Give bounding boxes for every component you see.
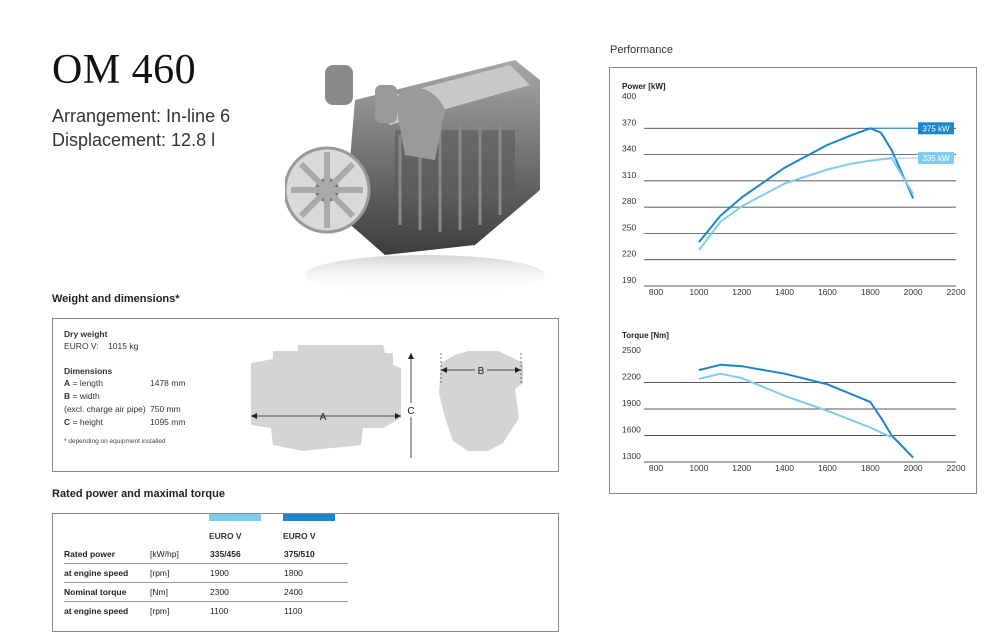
x-tick-label: 1200 [732, 463, 752, 473]
x-tick-label: 1400 [775, 287, 795, 297]
engine-photo [285, 40, 585, 310]
y-tick-label: 370 [622, 117, 637, 128]
displacement-text: Displacement: 12.8 l [52, 130, 216, 150]
row-value-1: 1100 [210, 606, 229, 616]
y-tick-label: 2500 [622, 345, 641, 355]
y-tick-label: 250 [622, 222, 637, 233]
engine-dimension-drawing [243, 333, 543, 458]
y-tick-label: 1300 [622, 451, 641, 461]
dimension-key: B [64, 391, 71, 401]
table-row [64, 564, 348, 583]
y-tick-label: 310 [622, 169, 637, 180]
table-row [64, 583, 348, 602]
euro5-375-color-bar [283, 514, 335, 521]
dimension-value: 750 mm [150, 404, 181, 414]
row-unit: [rpm] [150, 606, 170, 616]
row-value-1: 2300 [210, 583, 284, 602]
dimension-desc: = height [70, 417, 103, 427]
x-tick-label: 2200 [946, 287, 966, 297]
performance-heading: Performance [610, 44, 673, 56]
weight-dimensions-box [52, 318, 559, 472]
series-line [699, 158, 913, 250]
y-tick-label: 190 [622, 275, 637, 285]
dimension-value: 1478 mm [150, 378, 186, 388]
series-label: 375 kW [922, 124, 950, 134]
chart-title: Power [kW] [622, 82, 666, 91]
dimension-row [64, 377, 224, 390]
rated-power-box [52, 513, 559, 632]
table-row [64, 545, 348, 564]
dimension-row [64, 403, 224, 416]
row-unit: [Nm] [150, 583, 210, 602]
dimension-letter-b: B [477, 366, 485, 377]
x-tick-label: 1600 [817, 287, 837, 297]
y-tick-label: 280 [622, 196, 637, 207]
dimension-desc: = width [70, 391, 100, 401]
x-tick-label: 2000 [903, 463, 923, 473]
dimension-desc: (excl. charge air pipe) [64, 404, 146, 414]
x-tick-label: 2000 [903, 287, 923, 297]
col-header-euro5: EURO V [283, 531, 316, 541]
dimension-letter-a: A [319, 412, 327, 423]
x-tick-label: 1200 [732, 287, 752, 297]
series-line [699, 128, 913, 242]
arrangement-text: Arrangement: In-line 6 [52, 106, 231, 126]
y-tick-label: 2200 [622, 371, 641, 382]
row-value-2: 1100 [284, 606, 303, 616]
series-line [699, 374, 892, 438]
row-unit: [kW/hp] [150, 545, 210, 564]
performance-charts [610, 68, 976, 493]
y-tick-label: 1900 [622, 398, 641, 408]
table-row [64, 602, 348, 621]
x-tick-label: 1800 [860, 463, 880, 473]
performance-box [609, 67, 977, 494]
row-value-2: 2400 [284, 583, 348, 602]
x-tick-label: 1800 [860, 287, 880, 297]
row-value-1: 335/456 [210, 545, 284, 564]
x-tick-label: 1000 [689, 287, 709, 297]
x-tick-label: 800 [648, 463, 664, 473]
y-tick-label: 340 [622, 143, 637, 154]
dimension-key: C [64, 417, 71, 427]
series-label: 335 kW [922, 154, 950, 164]
dimension-desc: = length [70, 378, 103, 388]
y-tick-label: 400 [622, 91, 637, 101]
dimension-key: A [64, 378, 71, 388]
engine-model-title: OM 460 [52, 47, 197, 93]
row-value-2: 1800 [284, 564, 348, 583]
series-line [699, 365, 913, 458]
chart-title: Torque [Nm] [622, 331, 669, 340]
dimension-letter-c: C [407, 406, 415, 417]
row-label: at engine speed [64, 606, 129, 616]
y-tick-label: 1600 [622, 424, 641, 435]
dimensions-label: Dimensions [64, 366, 113, 376]
row-unit: [rpm] [150, 564, 210, 583]
x-tick-label: 1600 [817, 463, 837, 473]
row-label: at engine speed [64, 564, 150, 583]
euro5-335-color-bar [209, 514, 261, 521]
row-label: Rated power [64, 545, 150, 564]
x-tick-label: 1000 [689, 463, 709, 473]
col-header-euro5: EURO V [209, 531, 242, 541]
dry-weight-label: Dry weight [64, 329, 108, 339]
x-tick-label: 1400 [775, 463, 795, 473]
dimension-value: 1095 mm [150, 417, 186, 427]
y-tick-label: 220 [622, 248, 637, 259]
rated-power-heading: Rated power and maximal torque [52, 488, 225, 500]
dimension-row [64, 416, 224, 429]
row-value-1: 1900 [210, 564, 284, 583]
dry-weight-value: EURO V: 1015 kg [64, 341, 139, 351]
row-value-2: 375/510 [284, 545, 348, 564]
dimension-row [64, 390, 224, 403]
x-tick-label: 2200 [946, 463, 966, 473]
weight-dimensions-heading: Weight and dimensions* [52, 293, 180, 305]
rated-power-table [64, 545, 348, 620]
row-label: Nominal torque [64, 583, 150, 602]
footnote: * depending on equipment installed [64, 438, 166, 445]
x-tick-label: 800 [648, 287, 664, 297]
